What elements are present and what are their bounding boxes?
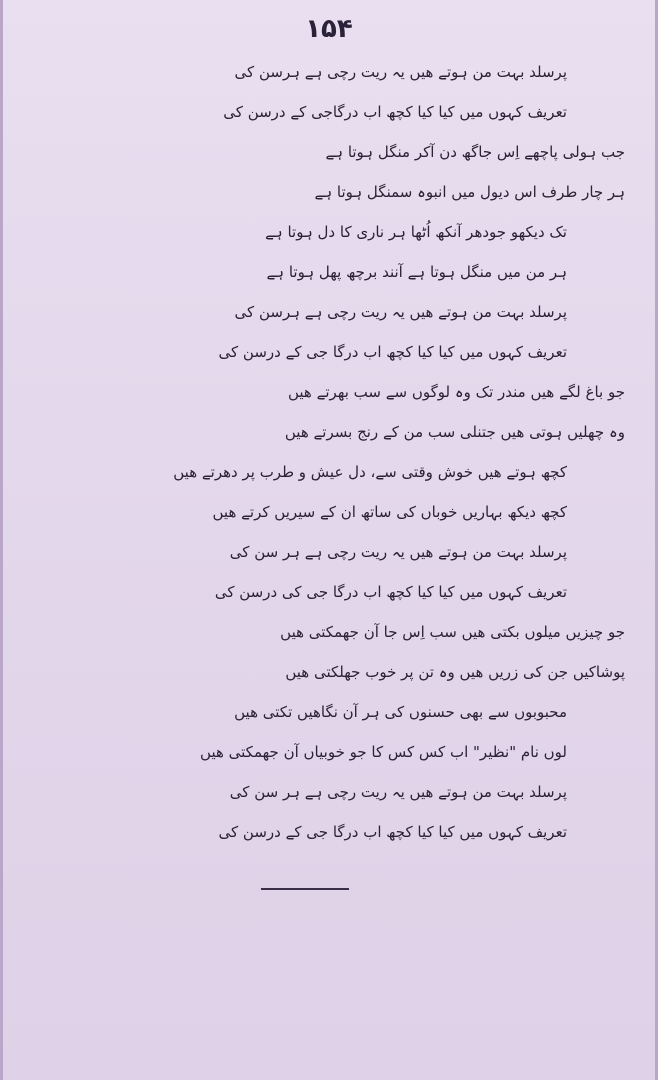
verse-line: جب ہولی پاچھے اِس جاگھ دن آکر منگل ہوتا ہے [325,143,625,161]
poem-verses [3,50,655,880]
verse-line: لوں نام "نظیر" اب کس کس کا جو خوبیاں آن جھمکتی ھیں [200,743,567,761]
closing-ornament-rule [261,888,349,890]
verse-line: تعریف کہوں میں کیا کیا کچھ اب درگا جی کے درسن کی [218,823,567,841]
verse-line: تعریف کہوں میں کیا کیا کچھ اب درگا جی کے درسن کی [218,343,567,361]
verse-line: پرسلد بہت من ہوتے ھیں یہ ریت رچی ہے ہر سن کی [229,783,567,801]
page-number: ۱۵۴ [305,14,353,44]
verse-line: وہ چھلیں ہوتی ھیں جتنلی سب من کے رنج بسرتے ھیں [284,423,625,441]
verse-line: تعریف کہوں میں کیا کیا کچھ اب درگاجی کے درسن کی [223,103,567,121]
verse-line: ہر چار طرف اس دیول میں انبوہ سمنگل ہوتا ہے [314,183,625,201]
verse-line: جو چیزیں میلوں بکتی ھیں سب اِس جا آن جھمکتی ھیں [280,623,625,641]
verse-line: تعریف کہوں میں کیا کیا کچھ اب درگا جی کی درسن کی [214,583,567,601]
verse-line: پرسلد بہت من ہوتے ھیں یہ ریت رچی ہے ہرسن کی [234,303,567,321]
verse-line: کچھ ہوتے ھیں خوش وقتی سے، دل عیش و طرب پر دھرتے ھیں [173,463,567,481]
verse-line: محبوبوں سے بھی حسنوں کی ہر آن نگاھیں تکتی ھیں [234,703,567,721]
verse-line: تک دیکھو جودھر آنکھ اُٹھا ہر ناری کا دل ہوتا ہے [265,223,567,241]
verse-line: کچھ دیکھ بہاریں خوباں کی ساتھ ان کے سیریں کرتے ھیں [212,503,567,521]
verse-line: پرسلد بہت من ہوتے ھیں یہ ریت رچی ہے ہرسن کی [234,63,567,81]
verse-line: پوشاکیں جن کی زریں ھیں وہ تن پر خوب جھلکتی ھیں [285,663,625,681]
verse-line: جو باغ لگے ھیں مندر تک وہ لوگوں سے سب بھرتے ھیں [287,383,625,401]
verse-line: پرسلد بہت من ہوتے ھیں یہ ریت رچی ہے ہر سن کی [229,543,567,561]
verse-line: ہر من میں منگل ہوتا ہے آنند برچھ پھل ہوتا ہے [266,263,567,281]
